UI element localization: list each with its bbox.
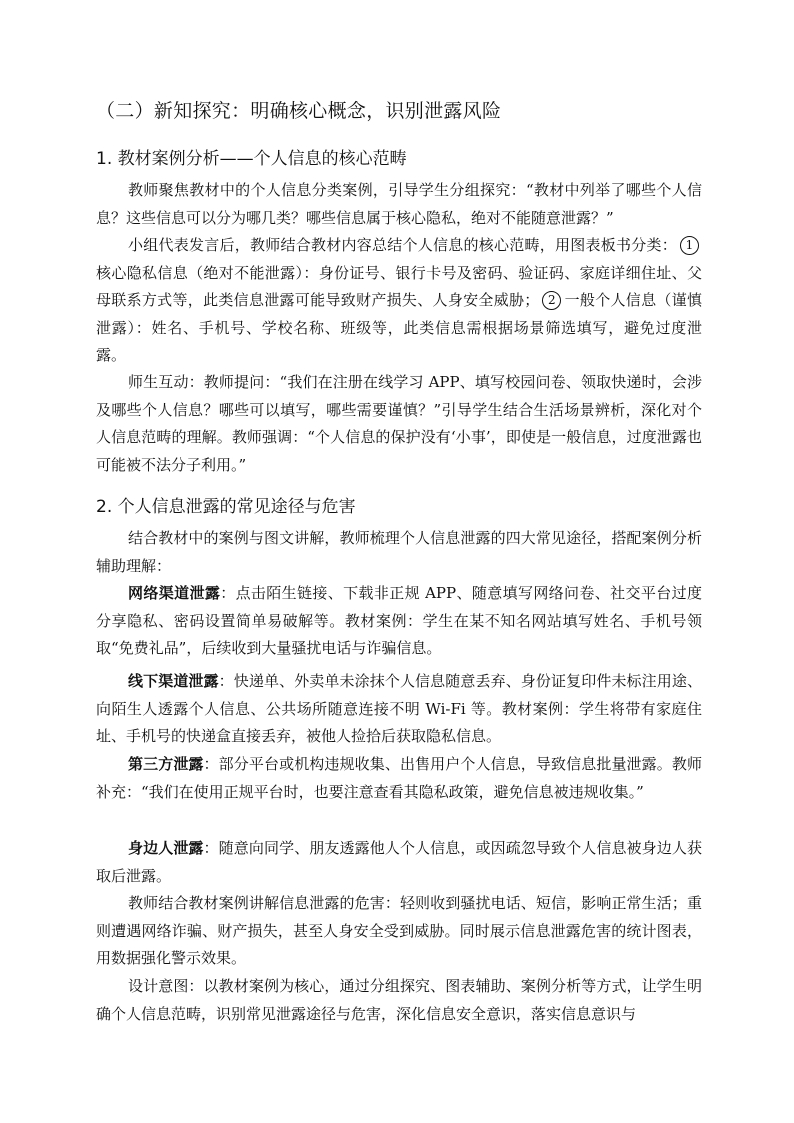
category-general-info: 一般个人信息（谨慎泄露）：姓名、手机号、学校名称、班级等，此类信息需根据场景筛选填写，避免过度泄露。 [96, 291, 702, 364]
paragraph-core-categories [96, 232, 702, 370]
subsection-heading-2: 2. 个人信息泄露的常见途径与危害 [96, 497, 356, 517]
subsection-heading-1: 1. 教材案例分析——个人信息的核心范畴 [96, 149, 407, 169]
circled-number-1: 1 [680, 236, 699, 255]
text-offline-leak: ：快递单、外卖单未涂抹个人信息随意丢弃、身份证复印件未标注用途、向陌生人透露个人信息、公共场所随意连接不明 Wi-Fi 等。教材案例：学生将带有家庭住址、手机号的快递盒直接丢弃，被他人捡拾后获取隐私信息。 [96, 672, 702, 745]
label-online-leak: 网络渠道泄露 [128, 584, 221, 602]
paragraph-people-leak [96, 835, 702, 890]
label-offline-leak: 线下渠道泄露 [128, 672, 219, 690]
paragraph-leak-overview: 结合教材中的案例与图文讲解，教师梳理个人信息泄露的四大常见途径，搭配案例分析辅助理解： [96, 529, 702, 575]
text-online-leak: ：点击陌生链接、下载非正规 APP、随意填写网络问卷、社交平台过度分享隐私、密码设置简单易破解等。教材案例：学生在某不知名网站填写姓名、手机号领取“免费礼品”，后续收到大量骚扰电话与诈骗信息。 [96, 584, 702, 657]
paragraph-offline-leak [96, 668, 702, 751]
paragraph-third-party-leak [96, 751, 702, 806]
label-people-leak: 身边人泄露 [128, 839, 204, 857]
paragraph-online-leak [96, 580, 702, 663]
circled-number-2: 2 [542, 291, 561, 310]
paragraph-group-inquiry: 教师聚焦教材中的个人信息分类案例，引导学生分组探究：“教材中列举了哪些个人信息？这些信息可以分为哪几类？哪些信息属于核心隐私，绝对不能随意泄露？” [96, 181, 702, 227]
label-third-party-leak: 第三方泄露 [128, 755, 204, 773]
text-people-leak: ：随意向同学、朋友透露他人个人信息，或因疏忽导致个人信息被身边人获取后泄露。 [96, 839, 702, 885]
category-core-privacy: 核心隐私信息（绝对不能泄露）：身份证号、银行卡号及密码、验证码、家庭详细住址、父母联系方式等，此类信息泄露可能导致财产损失、人身安全威胁； [96, 263, 702, 309]
paragraph-leak-harm: 教师结合教材案例讲解信息泄露的危害：轻则收到骚扰电话、短信，影响正常生活；重则遭遇网络诈骗、财产损失，甚至人身安全受到威胁。同时展示信息泄露危害的统计图表，用数据强化警示效果。 [96, 894, 702, 967]
paragraph-design-intent: 设计意图：以教材案例为核心，通过分组探究、图表辅助、案例分析等方式，让学生明确个人信息范畴，识别常见泄露途径与危害，深化信息安全意识，落实信息意识与 [96, 977, 702, 1023]
categories-lead: 小组代表发言后，教师结合教材内容总结个人信息的核心范畴，用图表板书分类： [128, 236, 677, 254]
text-third-party-leak: ：部分平台或机构违规收集、出售用户个人信息，导致信息批量泄露。教师补充：“我们在使用正规平台时，也要注意查看其隐私政策，避免信息被违规收集。” [96, 755, 702, 801]
section-title: （二）新知探究：明确核心概念，识别泄露风险 [96, 100, 502, 122]
paragraph-teacher-student-interaction: 师生互动：教师提问：“我们在注册在线学习 APP、填写校园问卷、领取快递时，会涉及哪些个人信息？哪些可以填写，哪些需要谨慎？”引导学生结合生活场景辨析，深化对个人信息范畴的理解。教师强调：“个人信息的保护没有‘小事’，即使是一般信息，过度泄露也可能被不法分子利用。” [96, 373, 702, 474]
